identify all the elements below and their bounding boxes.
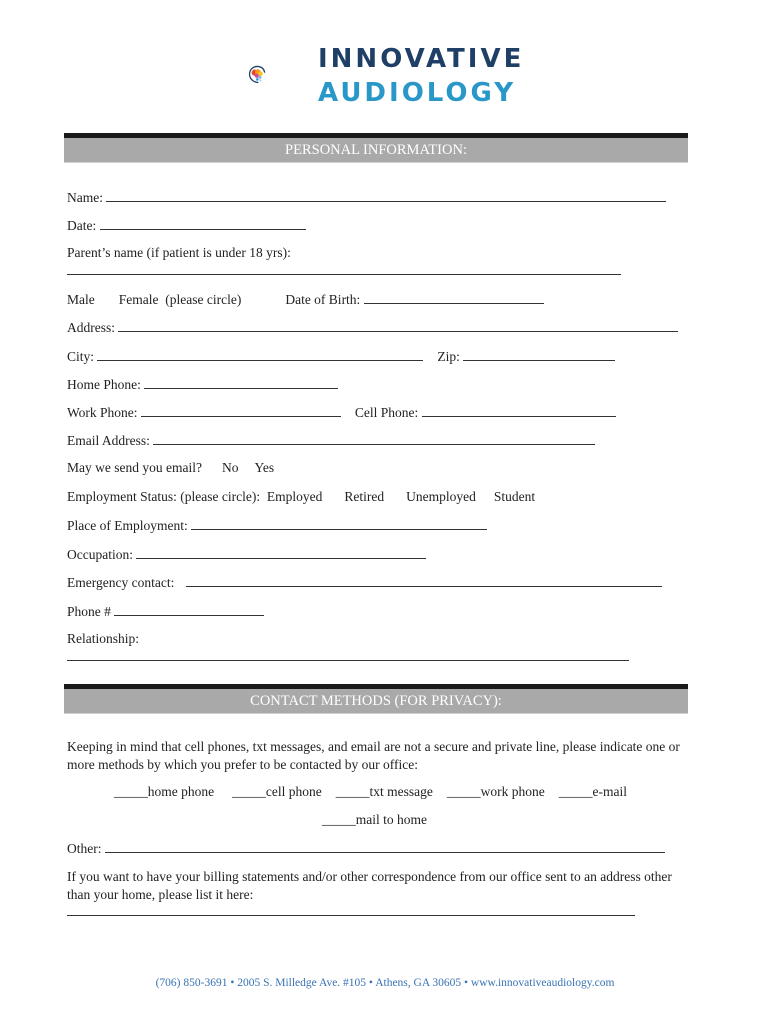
date-row [67, 217, 306, 234]
other-field[interactable] [105, 840, 665, 853]
employment-employed[interactable]: Employed [266, 489, 323, 504]
cell-phone-label: Cell Phone: [354, 405, 419, 420]
billing-address-field[interactable] [67, 903, 635, 916]
parent-label: Parent’s name (if patient is under 18 yrs): [67, 245, 291, 260]
gender-male[interactable]: Male [67, 292, 95, 307]
relationship-row [67, 648, 629, 665]
contact-instructions: Keeping in mind that cell phones, txt messages, and email are not a secure and private line, please indicate one or more methods by which you prefer to be contacted by our office: [67, 739, 680, 772]
zip-field[interactable] [463, 348, 615, 361]
send-email-yes[interactable]: Yes [254, 460, 275, 475]
logo-line-2: AUDIOLOGY [318, 78, 517, 108]
logo-wordmark [318, 44, 524, 108]
city-label: City: [67, 349, 95, 364]
emergency-field[interactable] [186, 574, 662, 587]
personal-info-header: PERSONAL INFORMATION: [64, 133, 688, 162]
emergency-row [67, 574, 662, 591]
email-row [67, 432, 595, 449]
billing-row [67, 903, 635, 920]
contact-methods-row [114, 784, 627, 800]
method-mail-home[interactable]: _____mail to home [322, 812, 427, 827]
home-phone-row [67, 376, 338, 393]
other-row [67, 840, 665, 857]
email-label: Email Address: [67, 433, 150, 448]
relationship-field[interactable] [67, 648, 629, 661]
parent-row [67, 262, 621, 279]
relationship-label: Relationship: [67, 631, 139, 646]
address-field[interactable] [118, 319, 678, 332]
billing-text: If you want to have your billing statements and/or other correspondence from our office sent to an address other than your home, please list it here: [67, 869, 672, 902]
employment-row [67, 489, 535, 505]
place-field[interactable] [191, 517, 487, 530]
occupation-field[interactable] [136, 546, 426, 559]
work-phone-label: Work Phone: [67, 405, 138, 420]
employment-unemployed[interactable]: Unemployed [406, 489, 476, 504]
work-cell-row [67, 404, 616, 421]
date-field[interactable] [100, 217, 306, 230]
cell-phone-field[interactable] [422, 404, 616, 417]
name-label: Name: [67, 190, 103, 205]
emergency-label: Emergency contact: [67, 575, 175, 590]
occupation-label: Occupation: [67, 547, 133, 562]
method-work-phone[interactable]: _____work phone [446, 784, 545, 799]
phone-row [67, 603, 264, 620]
address-row [67, 319, 678, 336]
zip-label: Zip: [437, 349, 460, 364]
send-email-row [67, 460, 274, 476]
name-field[interactable] [106, 189, 666, 202]
name-row [67, 189, 666, 206]
employment-label: Employment Status: (please circle): [67, 489, 261, 504]
method-home-phone[interactable]: _____home phone [114, 784, 215, 799]
home-phone-label: Home Phone: [67, 377, 141, 392]
email-field[interactable] [153, 432, 595, 445]
place-label: Place of Employment: [67, 518, 188, 533]
city-row [67, 348, 615, 365]
method-txt-message[interactable]: _____txt message [335, 784, 433, 799]
employment-student[interactable]: Student [493, 489, 536, 504]
home-phone-field[interactable] [144, 376, 338, 389]
phone-label: Phone # [67, 604, 111, 619]
other-label: Other: [67, 841, 102, 856]
city-field[interactable] [97, 348, 423, 361]
occupation-row [67, 546, 426, 563]
work-phone-field[interactable] [141, 404, 341, 417]
employment-retired[interactable]: Retired [344, 489, 385, 504]
dob-field[interactable] [364, 291, 544, 304]
contact-methods-header: CONTACT METHODS (FOR PRIVACY): [64, 684, 688, 713]
send-email-no[interactable]: No [221, 460, 239, 475]
method-cell-phone[interactable]: _____cell phone [232, 784, 322, 799]
phone-field[interactable] [114, 603, 264, 616]
please-circle-note: (please circle) [165, 292, 242, 307]
logo-mark [248, 38, 318, 112]
date-label: Date: [67, 218, 97, 233]
gender-female[interactable]: Female [118, 292, 159, 307]
logo-line-1: INNOVATIVE [318, 44, 525, 74]
parent-name-field[interactable] [67, 262, 621, 275]
place-row [67, 517, 487, 534]
dob-label: Date of Birth: [285, 292, 361, 307]
gender-row [67, 291, 544, 308]
address-label: Address: [67, 320, 115, 335]
footer-contact: (706) 850-3691 • 2005 S. Milledge Ave. #105 • Athens, GA 30605 • www.innovativeaudiology.com [155, 977, 615, 989]
send-email-label: May we send you email? [67, 460, 202, 475]
method-email[interactable]: _____e-mail [558, 784, 627, 799]
